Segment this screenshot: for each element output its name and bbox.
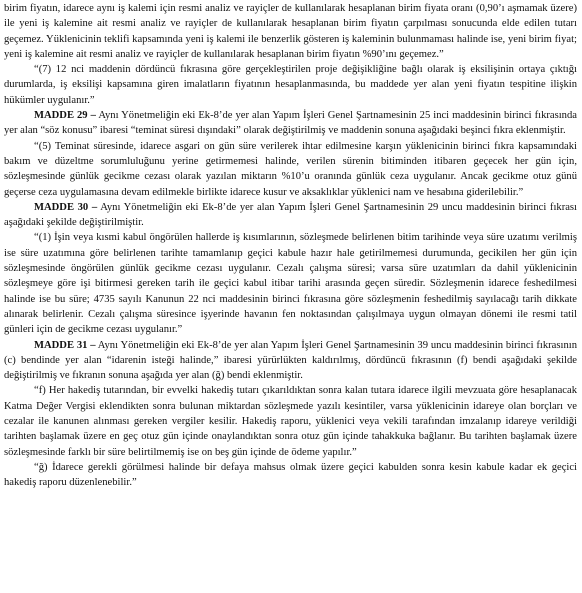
paragraph-continuation — [4, 1, 577, 62]
paragraph-text: “(5) Teminat süresinde, idarece asgari on gün süre verilerek ihtar edilmesine karşın yüklenicinin birinci fıkra kapsamındaki bakım ve düzeltme sorumluluğunu yerine getirmemesi halinde, verilen sürenin bitiminden itibaren geçecek her gün için, sözleşmesinde günlük gecikme cezası olarak yazılan miktarın %10’u oranında günlük ceza uygulanır. Ancak gecikme otuz günü geçerse ceza uygulamasına devam edilmekle birlikte idarece kusur ve aksaklıklar yüklenici nam ve hesabına giderilebilir.” — [4, 140, 577, 198]
paragraph-clause-1 — [4, 230, 577, 337]
paragraph-text: “ğ) İdarece gerekli görülmesi halinde bir defaya mahsus olmak üzere geçici kabulden sonra kesin kabule kadar ek geçici hakediş raporu düzenlenebilir.” — [4, 461, 577, 489]
article-30 — [4, 200, 577, 231]
article-heading: MADDE 30 – — [34, 201, 98, 213]
paragraph-clause-g — [4, 460, 577, 491]
paragraph-text: Aynı Yönetmeliğin eki Ek-8’de yer alan Yapım İşleri Genel Şartnamesinin 25 inci maddesinin birinci fıkrasında yer alan “söz konusu” ibaresi “teminat süresi dışındaki” olarak değiştirilmiş ve maddenin sonuna aşağıdaki beşinci fıkra eklenmiştir. — [4, 110, 577, 137]
article-31 — [4, 338, 577, 384]
paragraph-text: Aynı Yönetmeliğin eki Ek-8’de yer alan Yapım İşleri Genel Şartnamesinin 39 uncu maddesinin birinci fıkrasının (c) bendinde yer alan “idarenin isteği halinde,” ibaresi yürürlükten kaldırılmış, dördüncü fıkrasının (f) bendi aşağıdaki şekilde değiştirilmiş ve fıkranın sonuna aşağıda yer alan (ğ) bendi eklenmiştir. — [4, 339, 577, 382]
article-heading: MADDE 31 – — [34, 339, 96, 351]
article-29 — [4, 108, 577, 139]
paragraph-clause-f — [4, 383, 577, 459]
paragraph-clause-7 — [4, 62, 577, 108]
article-heading: MADDE 29 – — [34, 110, 96, 122]
paragraph-text: Aynı Yönetmeliğin eki Ek-8’de yer alan Yapım İşleri Genel Şartnamesinin 29 uncu maddesinin birinci fıkrası aşağıdaki şekilde değiştirilmiştir. — [4, 201, 577, 229]
paragraph-text: “(7) 12 nci maddenin dördüncü fıkrasına göre gerçekleştirilen proje değişikliğine bağlı olarak iş eksilişinin ortaya çıktığı durumlarda, iş eksilişi kapsamına giren imalatların fiyatının hesaplanmasında, bu maddede yer alan yeni fiyatın tespitine ilişkin hükümler uygulanır.” — [4, 64, 577, 106]
paragraph-text: “f) Her hakediş tutarından, bir evvelki hakediş tutarı çıkarıldıktan sonra kalan tutara idarece ilgili mevzuata göre hesaplanacak Katma Değer Vergisi eklendikten sonra bulunan miktardan sözleşmede yazılı kesintiler, varsa yüklenicinin idareye olan borçları ve cezalar ile kanunen alınması gereken vergiler kesilir. Hakediş raporu, yüklenici veya vekili tarafından imzalanıp idareye verildiği tarihten başlamak üzere en geç otuz gün içinde onaylandıktan sonra otuz gün içinde tahakkuka bağlanır. Bu tarihten başlamak üzere sözleşmesinde farklı bir süre belirtilmemiş ise on beş gün içinde de ödeme yapılır.” — [4, 385, 577, 458]
paragraph-text: birim fiyatın, idarece aynı iş kalemi için resmi analiz ve rayiçler de kullanılarak hesaplanan birim fiyata oranı (0,90’ı aşmamak üzere) ile yeni iş kalemine ait resmi analiz ve rayiçler de kullanılarak hesaplanan birim fiyatın çarpılması sonucunda elde edilen tutarı geçemez. Yüklenicinin teklifi kapsamında yeni iş kalemi ile benzerlik gösteren iş kaleminin bulunmaması halinde ise, yeni birim fiyat; yeni iş kalemine ait resmi analiz ve rayiçler de kullanılarak hesaplanan birim fiyatın %90’ını geçemez.” — [4, 3, 577, 60]
paragraph-clause-5 — [4, 139, 577, 200]
paragraph-text: “(1) İşin veya kısmi kabul öngörülen hallerde iş kısımlarının, sözleşmede belirlenen bitim tarihinde veya süre uzatımı verilmiş ise süre uzatımına göre belirlenen tarihte tamamlanıp geçici kabule hazır hale getirilmemesi durumunda, gecikilen her gün için sözleşmesinde öngörülen günlük gecikme cezası uygulanır. Cezalı çalışma süresi; varsa süre uzatımları da dahil yüklenicinin sözleşmeye göre işi bitirmesi gereken tarih ile geçici kabul itibar tarihi arasında geçen süredir. Sözleşmenin idarece feshedilmesi halinde ise bu süre; 4735 sayılı Kanunun 22 nci maddesinin birinci fıkrasına göre sözleşmenin feshedilmiş sayılacağı tarih dikkate alınarak belirlenir. Cezalı çalışma süresince işyerinde havanın fen noktasından çalışılmaya uygun olmayan dönemi ile resmi tatil günleri için de gecikme cezası uygulanır.” — [4, 232, 577, 336]
